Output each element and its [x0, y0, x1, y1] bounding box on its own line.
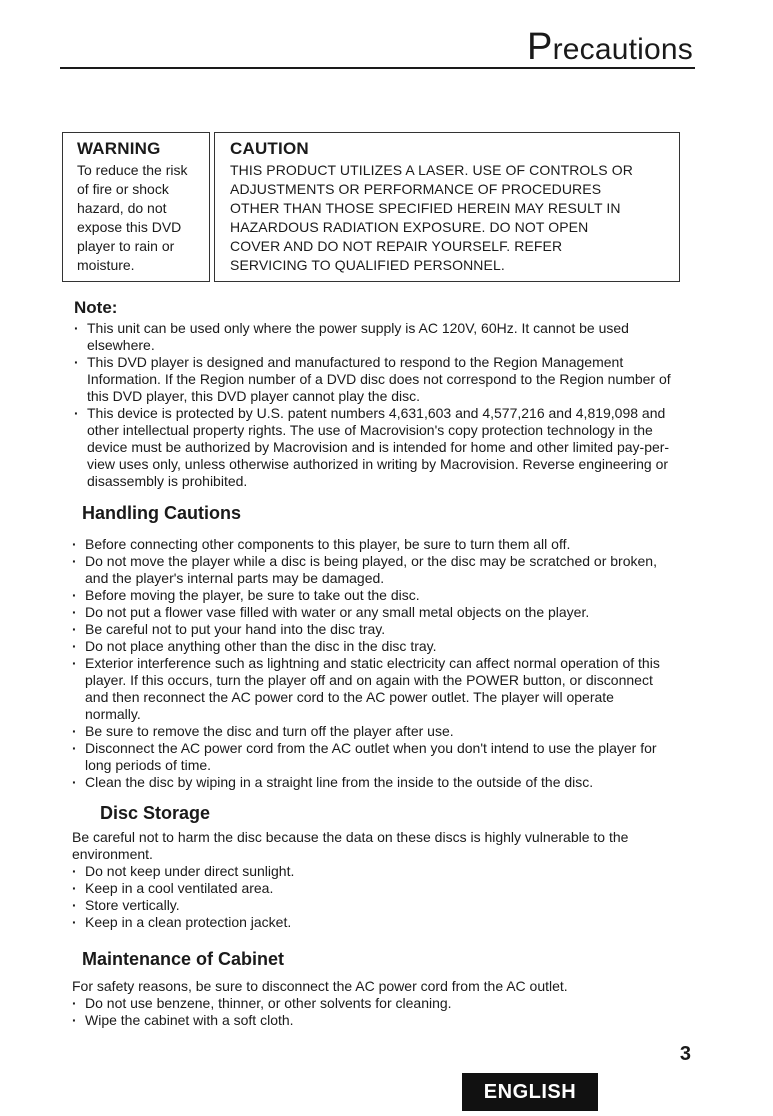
caution-line: OTHER THAN THOSE SPECIFIED HEREIN MAY RESULT IN [230, 200, 621, 216]
warning-line: To reduce the risk [77, 162, 188, 178]
caution-line: ADJUSTMENTS OR PERFORMANCE OF PROCEDURES [230, 181, 602, 197]
page-title-initial: P [527, 26, 553, 68]
list-item: · Exterior interference such as lightning and static electricity can affect normal operation of this player. If this occurs, turn the player off and on again with the POWER button, or disconnect and then reconnect the AC power cord to the AC power outlet. The player will operate normally. [72, 655, 672, 723]
caution-line: SERVICING TO QUALIFIED PERSONNEL. [230, 257, 505, 273]
page-title [527, 26, 693, 69]
list-item: · Do not put a flower vase filled with water or any small metal objects on the player. [72, 604, 672, 621]
list-item: · Do not keep under direct sunlight. [72, 863, 294, 880]
list-item: · Before connecting other components to this player, be sure to turn them all off. [72, 536, 672, 553]
caution-line: HAZARDOUS RADIATION EXPOSURE. DO NOT OPEN [230, 219, 589, 235]
list-item: · Before moving the player, be sure to take out the disc. [72, 587, 672, 604]
warning-line: hazard, do not [77, 200, 167, 216]
list-item: · Be sure to remove the disc and turn off the player after use. [72, 723, 672, 740]
section-intro: Be careful not to harm the disc because the data on these discs is highly vulnerable to the environment. [72, 829, 629, 862]
list-item: · Keep in a clean protection jacket. [72, 914, 294, 931]
list-item: · Do not move the player while a disc is being played, or the disc may be scratched or broken, and the player's internal parts may be damaged. [72, 553, 672, 587]
warning-line: expose this DVD [77, 219, 182, 235]
warning-line: moisture. [77, 257, 135, 273]
list-item: · Do not use benzene, thinner, or other solvents for cleaning. [72, 995, 452, 1012]
list-item: · This device is protected by U.S. patent numbers 4,631,603 and 4,577,216 and 4,819,098 and other intellectual property rights. The use of Macrovision's copy protection technology in the device must be authorized by Macrovision and is intended for home and other limited pay-per-view uses only, unless otherwise authorized in writing by Macrovision. Reverse engineering or disassembly is prohibited. [74, 405, 674, 490]
language-badge: ENGLISH [462, 1073, 598, 1111]
warning-box [62, 132, 210, 282]
list-item: · This DVD player is designed and manufactured to respond to the Region Management Information. If the Region number of a DVD disc does not correspond to the Region number of this DVD player, this DVD player cannot play the disc. [74, 354, 674, 405]
caution-box [214, 132, 680, 282]
section-heading: Maintenance of Cabinet [82, 949, 285, 969]
caution-heading: CAUTION [230, 139, 309, 158]
list-item: · Clean the disc by wiping in a straight line from the inside to the outside of the disc. [72, 774, 672, 791]
caution-line: COVER AND DO NOT REPAIR YOURSELF. REFER [230, 238, 563, 254]
note-list [74, 320, 674, 490]
handling-list [72, 536, 672, 791]
list-item: · Disconnect the AC power cord from the AC outlet when you don't intend to use the player for long periods of time. [72, 740, 672, 774]
section-heading: Handling Cautions [82, 503, 241, 523]
page-title-rest: recautions [552, 33, 693, 66]
warning-line: player to rain or [77, 238, 175, 254]
list-item: · Store vertically. [72, 897, 294, 914]
note-section [74, 298, 674, 490]
section-intro: For safety reasons, be sure to disconnect the AC power cord from the AC outlet. [72, 978, 568, 994]
safety-boxes [62, 132, 680, 284]
list-item: · Keep in a cool ventilated area. [72, 880, 294, 897]
note-heading: Note: [74, 298, 118, 317]
storage-list [72, 863, 294, 931]
header-divider [60, 67, 695, 69]
list-item: · Be careful not to put your hand into the disc tray. [72, 621, 672, 638]
list-item: · This unit can be used only where the power supply is AC 120V, 60Hz. It cannot be used elsewhere. [74, 320, 674, 354]
warning-heading: WARNING [77, 139, 161, 158]
list-item: · Do not place anything other than the disc in the disc tray. [72, 638, 672, 655]
warning-line: of fire or shock [77, 181, 169, 197]
section-heading: Disc Storage [100, 803, 211, 823]
page-number: 3 [679, 1043, 691, 1065]
list-item: · Wipe the cabinet with a soft cloth. [72, 1012, 452, 1029]
caution-line: THIS PRODUCT UTILIZES A LASER. USE OF CONTROLS OR [230, 162, 633, 178]
maintenance-list [72, 995, 452, 1029]
